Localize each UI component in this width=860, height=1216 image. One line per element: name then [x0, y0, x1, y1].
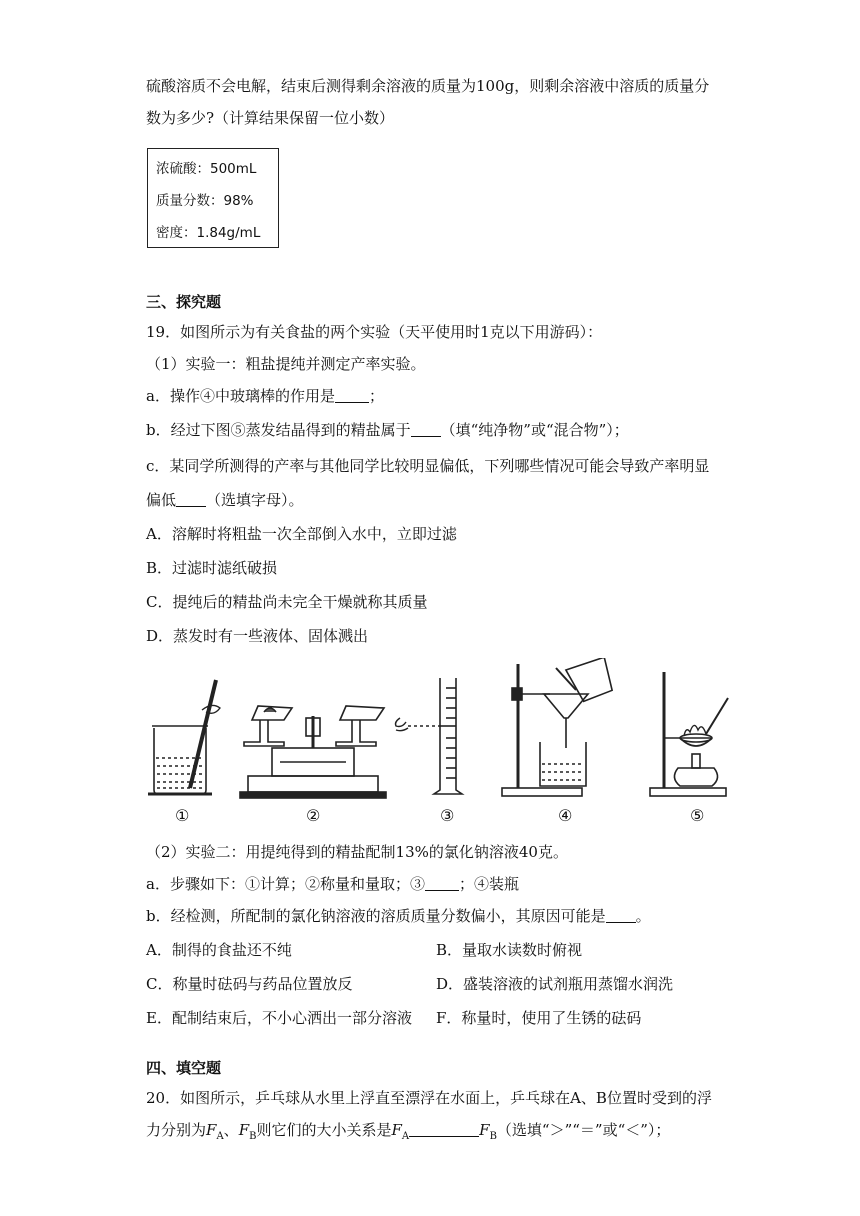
label-density: 密度：1.84g/mL — [156, 225, 261, 241]
section-heading-4: 四、填空题 — [146, 1059, 222, 1077]
q19-part2: （2）实验二：用提纯得到的精盐配制13%的氯化钠溶液40克。 — [146, 843, 568, 861]
q19-c-line2 — [146, 490, 304, 510]
force-b-symbol-2: F — [479, 1121, 490, 1139]
force-b-subscript: B — [249, 1131, 257, 1142]
force-a-subscript-2: A — [401, 1131, 410, 1142]
q19-stem: 19．如图所示为有关食盐的两个实验（天平使用时1克以下用游码）： — [146, 323, 603, 341]
q20-line-2 — [146, 1120, 670, 1147]
intro-line-2: 数为多少?（计算结果保留一位小数） — [146, 109, 395, 127]
option2-a: A．制得的食盐还不纯 — [146, 941, 292, 959]
figure-label-5: ⑤ — [690, 806, 705, 825]
graduated-cylinder-illustration — [396, 678, 463, 794]
option2-b: B．量取水读数时俯视 — [436, 941, 583, 959]
label-mass-fraction: 质量分数：98% — [156, 193, 254, 209]
label-volume: 浓硫酸：500mL — [156, 161, 257, 177]
intro-line-1: 硫酸溶质不会电解，结束后测得剩余溶液的质量为100g，则剩余溶液中溶质的质量分 — [146, 77, 710, 95]
q19-c-line1: c．某同学所测得的产率与其他同学比较明显偏低，下列哪些情况可能会导致产率明显 — [146, 457, 710, 475]
answer-blank[interactable] — [335, 388, 369, 403]
answer-blank[interactable] — [176, 492, 206, 507]
option-d: D．蒸发时有一些液体、固体溅出 — [146, 627, 369, 645]
balance-illustration — [240, 706, 386, 798]
answer-blank[interactable] — [425, 876, 459, 891]
q20-line-1: 20．如图所示，乒乓球从水里上浮直至漂浮在水面上，乒乓球在A、B位置时受到的浮 — [146, 1089, 712, 1107]
force-b-subscript-2: B — [489, 1131, 497, 1142]
q20-separator: 、 — [223, 1121, 239, 1139]
figure-label-4: ④ — [558, 806, 573, 825]
figure-label-1: ① — [175, 806, 190, 825]
option-a: A．溶解时将粗盐一次全部倒入水中，立即过滤 — [146, 525, 457, 543]
force-a-symbol-2: F — [391, 1121, 402, 1139]
dissolving-beaker-illustration — [148, 680, 220, 794]
answer-blank[interactable] — [606, 908, 636, 923]
force-a-symbol: F — [206, 1121, 217, 1139]
q19-part1: （1）实验一：粗盐提纯并测定产率实验。 — [146, 355, 426, 373]
q19-c-text: 偏低 — [146, 491, 177, 509]
option2-f: F．称量时，使用了生锈的砝码 — [436, 1009, 642, 1027]
answer-blank[interactable] — [411, 422, 441, 437]
q19-b-tail: （填“纯净物”或“混合物”）； — [440, 421, 629, 439]
q20-line-2-pre: 力分别为 — [146, 1121, 207, 1139]
q19-c-tail: （选填字母）。 — [206, 491, 304, 509]
q19-b-text: b．经过下图⑤蒸发结晶得到的精盐属于 — [146, 421, 411, 439]
q19-p2-a-tail: ；④装瓶 — [458, 875, 519, 893]
q19-b — [146, 420, 629, 440]
section-heading-3: 三、探究题 — [146, 293, 222, 311]
force-b-symbol: F — [238, 1121, 250, 1139]
q19-a — [146, 386, 384, 406]
force-a-subscript: A — [216, 1131, 224, 1142]
q19-p2-a-text: a．步骤如下：①计算；②称量和量取；③ — [146, 875, 425, 893]
q19-p2-b-text: b．经检测，所配制的氯化钠溶液的溶质质量分数偏小，其原因可能是 — [146, 907, 606, 925]
q20-line-2-mid: 则它们的大小关系是 — [256, 1121, 392, 1139]
answer-blank[interactable] — [409, 1122, 479, 1137]
option2-e: E．配制结束后，不小心洒出一部分溶液 — [146, 1009, 412, 1027]
figure-label-2: ② — [306, 806, 321, 825]
q20-line-2-tail: （选填“＞”“＝”或“＜”）； — [496, 1121, 671, 1139]
option2-c: C．称量时砝码与药品位置放反 — [146, 975, 353, 993]
filtration-illustration — [502, 658, 613, 796]
q19-a-text: a．操作④中玻璃棒的作用是 — [146, 387, 335, 405]
q19-a-tail: ； — [368, 387, 384, 405]
q19-p2-a — [146, 874, 519, 894]
option2-d: D．盛装溶液的试剂瓶用蒸馏水润洗 — [436, 975, 674, 993]
apparatus-figure — [140, 658, 740, 828]
option-c: C．提纯后的精盐尚未完全干燥就称其质量 — [146, 593, 428, 611]
evaporation-illustration — [650, 672, 728, 796]
q19-p2-b-tail: 。 — [635, 907, 651, 925]
option-b: B．过滤时滤纸破损 — [146, 559, 278, 577]
sulfuric-acid-label — [147, 148, 279, 248]
q19-p2-b — [146, 906, 651, 926]
figure-label-3: ③ — [440, 806, 455, 825]
